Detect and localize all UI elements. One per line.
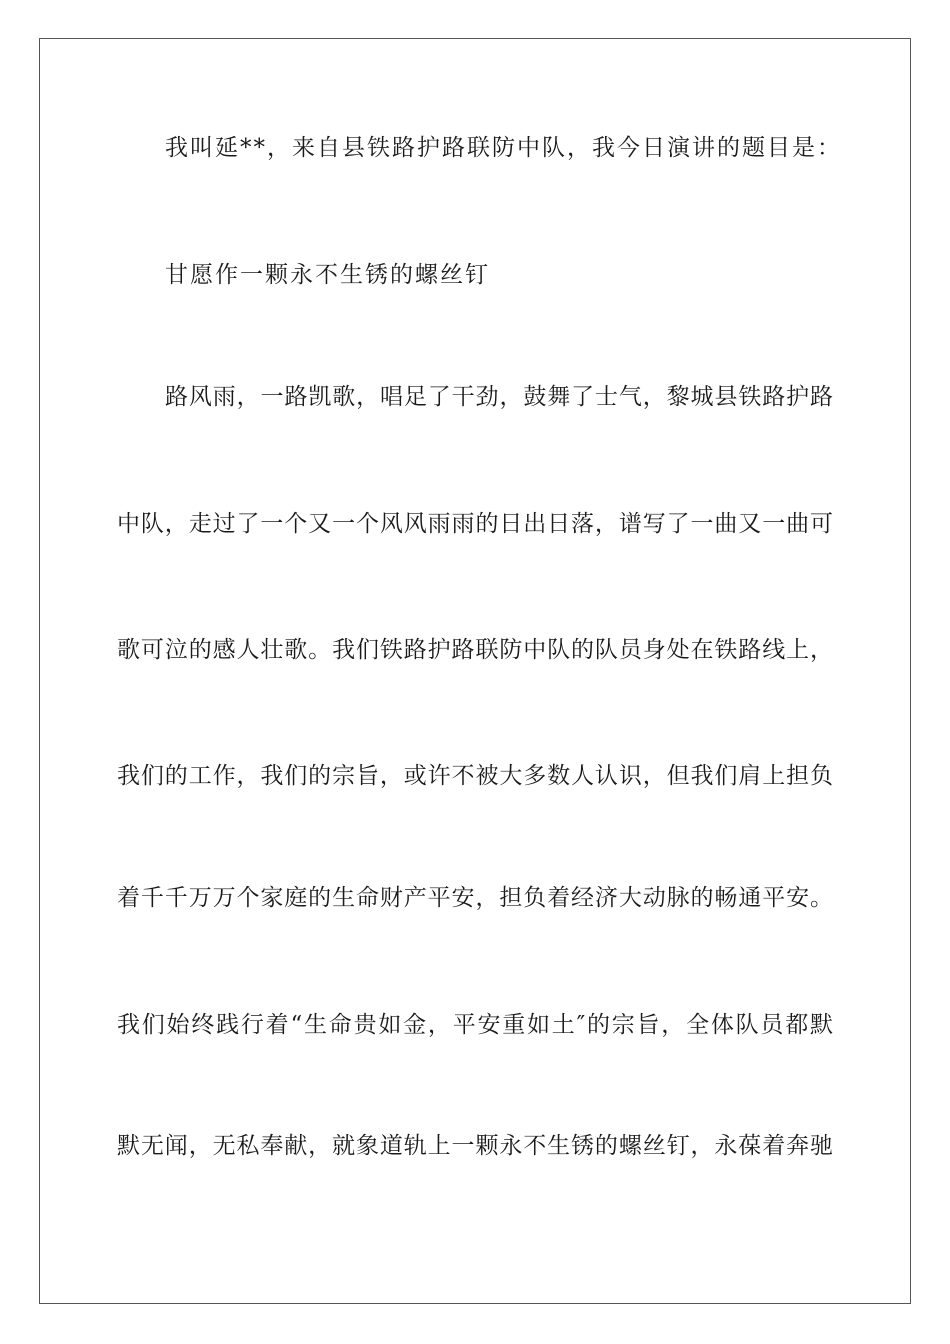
- intro-line: 我叫延**，来自县铁路护路联防中队，我今日演讲的题目是：: [165, 135, 842, 161]
- paragraph-line-2: 中队，走过了一个又一个风风雨雨的日出日落，谱写了一曲又一曲可: [117, 511, 833, 537]
- paragraph-line-5: 着千千万万个家庭的生命财产平安，担负着经济大动脉的畅通平安。: [117, 885, 833, 911]
- page-border: [39, 38, 911, 1304]
- paragraph-line-1: 路风雨，一路凯歌，唱足了干劲，鼓舞了士气，黎城县铁路护路: [165, 384, 833, 410]
- speech-title: 甘愿作一颗永不生锈的螺丝钉: [165, 262, 490, 288]
- paragraph-line-3: 歌可泣的感人壮歌。我们铁路护路联防中队的队员身处在铁路线上，: [117, 637, 833, 663]
- paragraph-line-7: 默无闻，无私奉献，就象道轨上一颗永不生锈的螺丝钉，永葆着奔驰: [117, 1133, 833, 1159]
- paragraph-line-4: 我们的工作，我们的宗旨，或许不被大多数人认识，但我们肩上担负: [117, 763, 833, 789]
- paragraph-line-6: 我们始终践行着“生命贵如金，平安重如土″的宗旨，全体队员都默: [117, 1012, 833, 1038]
